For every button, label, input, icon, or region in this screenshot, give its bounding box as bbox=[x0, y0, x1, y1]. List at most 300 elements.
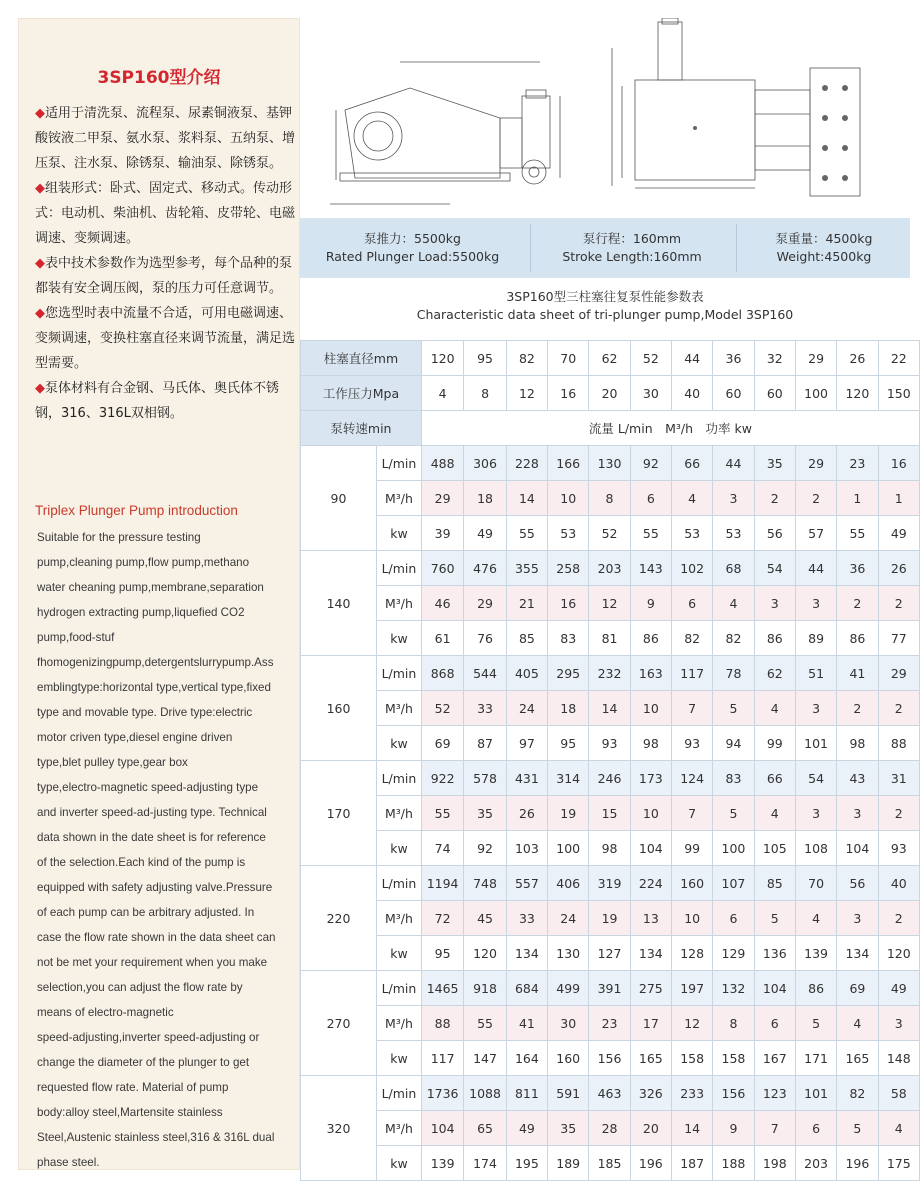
value-cell: 16 bbox=[878, 446, 919, 481]
unit-cell: M³/h bbox=[376, 1111, 421, 1146]
side-view-bearing bbox=[354, 112, 402, 160]
value-cell: 52 bbox=[421, 691, 463, 726]
value-cell: 922 bbox=[421, 761, 463, 796]
value-cell: 102 bbox=[672, 551, 713, 586]
value-cell: 41 bbox=[837, 656, 878, 691]
value-cell: 9 bbox=[713, 1111, 754, 1146]
value-cell: 10 bbox=[548, 481, 589, 516]
value-cell: 275 bbox=[630, 971, 671, 1006]
speed-cell: 90 bbox=[301, 446, 377, 551]
value-cell: 54 bbox=[754, 551, 795, 586]
value-cell: 748 bbox=[464, 866, 506, 901]
value-cell: 488 bbox=[421, 446, 463, 481]
value-cell: 1194 bbox=[421, 866, 463, 901]
value-cell: 85 bbox=[754, 866, 795, 901]
speed-cell: 170 bbox=[301, 761, 377, 866]
diamond-bullet-icon: ◆ bbox=[35, 181, 45, 196]
value-cell: 4 bbox=[754, 691, 795, 726]
value-cell: 130 bbox=[589, 446, 630, 481]
value-cell: 65 bbox=[464, 1111, 506, 1146]
value-cell: 29 bbox=[878, 656, 919, 691]
intro-en-line: means of electro-magnetic bbox=[37, 1006, 174, 1019]
intro-en-line: phase steel. bbox=[37, 1156, 100, 1169]
value-cell: 8 bbox=[713, 1006, 754, 1041]
speed-cell: 160 bbox=[301, 656, 377, 761]
unit-cell: M³/h bbox=[376, 586, 421, 621]
value-cell: 93 bbox=[589, 726, 630, 761]
value-cell: 40 bbox=[878, 866, 919, 901]
value-cell: 174 bbox=[464, 1146, 506, 1181]
table-row bbox=[301, 481, 920, 516]
speed-label: 泵转速min bbox=[301, 411, 422, 446]
value-cell: 28 bbox=[589, 1111, 630, 1146]
value-cell: 203 bbox=[589, 551, 630, 586]
intro-en-line: emblingtype:horizontal type,vertical type,fixed bbox=[37, 681, 271, 694]
intro-en-line: body:alloy steel,Martensite stainless bbox=[37, 1106, 223, 1119]
table-row bbox=[301, 831, 920, 866]
unit-cell: M³/h bbox=[376, 481, 421, 516]
value-cell: 88 bbox=[878, 726, 919, 761]
unit-cell: L/min bbox=[376, 1076, 421, 1111]
value-cell: 6 bbox=[795, 1111, 836, 1146]
table-row bbox=[301, 1006, 920, 1041]
value-cell: 120 bbox=[878, 936, 919, 971]
table-row bbox=[301, 971, 920, 1006]
value-cell: 45 bbox=[464, 901, 506, 936]
intro-en-line: case the flow rate shown in the data sheet can bbox=[37, 931, 276, 944]
units-header: 流量 L/min M³/h 功率 kw bbox=[421, 411, 919, 446]
value-cell: 391 bbox=[589, 971, 630, 1006]
value-cell: 94 bbox=[713, 726, 754, 761]
value-cell: 5 bbox=[795, 1006, 836, 1041]
value-cell: 2 bbox=[795, 481, 836, 516]
intro-en-line: Suitable for the pressure testing bbox=[37, 531, 201, 544]
value-cell: 148 bbox=[878, 1041, 919, 1076]
value-cell: 83 bbox=[713, 761, 754, 796]
table-row bbox=[301, 1041, 920, 1076]
value-cell: 7 bbox=[672, 796, 713, 831]
value-cell: 476 bbox=[464, 551, 506, 586]
value-cell: 6 bbox=[754, 1006, 795, 1041]
value-cell: 100 bbox=[548, 831, 589, 866]
value-cell: 8 bbox=[589, 481, 630, 516]
value-cell: 66 bbox=[754, 761, 795, 796]
value-cell: 5 bbox=[837, 1111, 878, 1146]
value-cell: 246 bbox=[589, 761, 630, 796]
performance-table bbox=[300, 340, 920, 1181]
diameter-cell: 82 bbox=[506, 341, 547, 376]
value-cell: 3 bbox=[795, 691, 836, 726]
value-cell: 58 bbox=[878, 1076, 919, 1111]
intro-en-line: selection,you can adjust the flow rate by bbox=[37, 981, 243, 994]
value-cell: 77 bbox=[878, 621, 919, 656]
value-cell: 98 bbox=[589, 831, 630, 866]
value-cell: 12 bbox=[589, 586, 630, 621]
value-cell: 56 bbox=[754, 516, 795, 551]
value-cell: 165 bbox=[837, 1041, 878, 1076]
value-cell: 163 bbox=[630, 656, 671, 691]
table-row bbox=[301, 516, 920, 551]
intro-en-line: and inverter speed-ad-justing type. Technical bbox=[37, 806, 267, 819]
intro-en-line: hydrogen extracting pump,liquefied CO2 bbox=[37, 606, 245, 619]
speed-cell: 320 bbox=[301, 1076, 377, 1181]
table-row bbox=[301, 726, 920, 761]
value-cell: 14 bbox=[589, 691, 630, 726]
value-cell: 147 bbox=[464, 1041, 506, 1076]
value-cell: 136 bbox=[754, 936, 795, 971]
value-cell: 175 bbox=[878, 1146, 919, 1181]
value-cell: 105 bbox=[754, 831, 795, 866]
value-cell: 127 bbox=[589, 936, 630, 971]
value-cell: 143 bbox=[630, 551, 671, 586]
value-cell: 36 bbox=[837, 551, 878, 586]
pressure-row bbox=[301, 376, 920, 411]
value-cell: 18 bbox=[548, 691, 589, 726]
value-cell: 35 bbox=[754, 446, 795, 481]
value-cell: 405 bbox=[506, 656, 547, 691]
value-cell: 13 bbox=[630, 901, 671, 936]
value-cell: 30 bbox=[548, 1006, 589, 1041]
table-row bbox=[301, 1111, 920, 1146]
value-cell: 2 bbox=[754, 481, 795, 516]
pressure-cell: 8 bbox=[464, 376, 506, 411]
value-cell: 19 bbox=[548, 796, 589, 831]
pressure-cell: 20 bbox=[589, 376, 630, 411]
value-cell: 82 bbox=[713, 621, 754, 656]
value-cell: 52 bbox=[589, 516, 630, 551]
value-cell: 5 bbox=[754, 901, 795, 936]
unit-cell: M³/h bbox=[376, 691, 421, 726]
value-cell: 314 bbox=[548, 761, 589, 796]
value-cell: 97 bbox=[506, 726, 547, 761]
value-cell: 228 bbox=[506, 446, 547, 481]
intro-en-line: pump,cleaning pump,flow pump,methano bbox=[37, 556, 250, 569]
value-cell: 224 bbox=[630, 866, 671, 901]
value-cell: 41 bbox=[506, 1006, 547, 1041]
unit-cell: L/min bbox=[376, 761, 421, 796]
intro-en-line: requested flow rate. Material of pump bbox=[37, 1081, 229, 1094]
value-cell: 233 bbox=[672, 1076, 713, 1111]
speed-cell: 140 bbox=[301, 551, 377, 656]
value-cell: 10 bbox=[630, 691, 671, 726]
pressure-cell: 4 bbox=[421, 376, 463, 411]
intro-en-text bbox=[37, 525, 301, 1175]
table-row bbox=[301, 901, 920, 936]
value-cell: 2 bbox=[878, 901, 919, 936]
intro-en-line: type,electro-magnetic speed-adjusting type bbox=[37, 781, 259, 794]
diameter-cell: 62 bbox=[589, 341, 630, 376]
value-cell: 88 bbox=[421, 1006, 463, 1041]
value-cell: 14 bbox=[672, 1111, 713, 1146]
value-cell: 197 bbox=[672, 971, 713, 1006]
value-cell: 104 bbox=[630, 831, 671, 866]
speed-cell: 220 bbox=[301, 866, 377, 971]
value-cell: 4 bbox=[713, 586, 754, 621]
intro-en-line: fhomogenizingpump,detergentslurrypump.Ass bbox=[37, 656, 274, 669]
value-cell: 196 bbox=[837, 1146, 878, 1181]
pressure-cell: 150 bbox=[878, 376, 919, 411]
value-cell: 61 bbox=[421, 621, 463, 656]
value-cell: 107 bbox=[713, 866, 754, 901]
diameter-cell: 44 bbox=[672, 341, 713, 376]
value-cell: 89 bbox=[795, 621, 836, 656]
value-cell: 2 bbox=[878, 691, 919, 726]
diameter-cell: 26 bbox=[837, 341, 878, 376]
unit-cell: kw bbox=[376, 726, 421, 761]
value-cell: 29 bbox=[464, 586, 506, 621]
value-cell: 188 bbox=[713, 1146, 754, 1181]
value-cell: 55 bbox=[421, 796, 463, 831]
value-cell: 12 bbox=[672, 1006, 713, 1041]
value-cell: 15 bbox=[589, 796, 630, 831]
units-header-row bbox=[301, 411, 920, 446]
value-cell: 26 bbox=[506, 796, 547, 831]
intro-cn-paragraph: ◆泵体材料有合金钢、马氏体、奥氏体不锈钢，316、316L双相钢。 bbox=[35, 381, 280, 421]
value-cell: 55 bbox=[630, 516, 671, 551]
value-cell: 6 bbox=[630, 481, 671, 516]
side-view-housing bbox=[345, 88, 500, 178]
spec-weight: 泵重量：4500kg Weight:4500kg bbox=[775, 231, 873, 264]
value-cell: 10 bbox=[672, 901, 713, 936]
diamond-bullet-icon: ◆ bbox=[35, 381, 45, 396]
intro-en-line: data shown in the date sheet is for reference bbox=[37, 831, 266, 844]
value-cell: 99 bbox=[672, 831, 713, 866]
value-cell: 7 bbox=[754, 1111, 795, 1146]
value-cell: 3 bbox=[837, 796, 878, 831]
unit-cell: kw bbox=[376, 1041, 421, 1076]
value-cell: 123 bbox=[754, 1076, 795, 1111]
value-cell: 86 bbox=[837, 621, 878, 656]
value-cell: 117 bbox=[672, 656, 713, 691]
spec-plunger-load: 泵推力：5500kg Rated Plunger Load:5500kg bbox=[325, 231, 500, 264]
value-cell: 2 bbox=[837, 586, 878, 621]
value-cell: 18 bbox=[464, 481, 506, 516]
value-cell: 69 bbox=[837, 971, 878, 1006]
value-cell: 23 bbox=[837, 446, 878, 481]
value-cell: 544 bbox=[464, 656, 506, 691]
value-cell: 189 bbox=[548, 1146, 589, 1181]
value-cell: 4 bbox=[837, 1006, 878, 1041]
unit-cell: M³/h bbox=[376, 796, 421, 831]
value-cell: 10 bbox=[630, 796, 671, 831]
value-cell: 99 bbox=[754, 726, 795, 761]
intro-en-line: speed-adjusting,inverter speed-adjusting or bbox=[37, 1031, 260, 1044]
speed-cell: 270 bbox=[301, 971, 377, 1076]
intro-en-line: not be met your requirement when you make bbox=[37, 956, 268, 969]
value-cell: 21 bbox=[506, 586, 547, 621]
intro-en-line: change the diameter of the plunger to get bbox=[37, 1056, 250, 1069]
diamond-bullet-icon: ◆ bbox=[35, 106, 45, 121]
value-cell: 14 bbox=[506, 481, 547, 516]
diameter-cell: 29 bbox=[795, 341, 836, 376]
diameter-label: 柱塞直径mm bbox=[301, 341, 422, 376]
value-cell: 85 bbox=[506, 621, 547, 656]
value-cell: 78 bbox=[713, 656, 754, 691]
value-cell: 1 bbox=[878, 481, 919, 516]
value-cell: 57 bbox=[795, 516, 836, 551]
value-cell: 3 bbox=[837, 901, 878, 936]
value-cell: 33 bbox=[464, 691, 506, 726]
value-cell: 4 bbox=[878, 1111, 919, 1146]
value-cell: 166 bbox=[548, 446, 589, 481]
value-cell: 72 bbox=[421, 901, 463, 936]
value-cell: 49 bbox=[506, 1111, 547, 1146]
table-row bbox=[301, 761, 920, 796]
intro-en-line: motor criven type,diesel engine driven bbox=[37, 731, 233, 744]
value-cell: 406 bbox=[548, 866, 589, 901]
value-cell: 3 bbox=[754, 586, 795, 621]
value-cell: 53 bbox=[713, 516, 754, 551]
value-cell: 98 bbox=[630, 726, 671, 761]
value-cell: 6 bbox=[672, 586, 713, 621]
value-cell: 51 bbox=[795, 656, 836, 691]
value-cell: 134 bbox=[837, 936, 878, 971]
value-cell: 17 bbox=[630, 1006, 671, 1041]
diamond-bullet-icon: ◆ bbox=[35, 306, 45, 321]
value-cell: 5 bbox=[713, 691, 754, 726]
value-cell: 86 bbox=[630, 621, 671, 656]
value-cell: 463 bbox=[589, 1076, 630, 1111]
unit-cell: L/min bbox=[376, 551, 421, 586]
value-cell: 2 bbox=[837, 691, 878, 726]
side-view-base bbox=[340, 173, 510, 181]
value-cell: 2 bbox=[878, 796, 919, 831]
value-cell: 156 bbox=[713, 1076, 754, 1111]
value-cell: 82 bbox=[837, 1076, 878, 1111]
value-cell: 70 bbox=[795, 866, 836, 901]
value-cell: 319 bbox=[589, 866, 630, 901]
value-cell: 93 bbox=[672, 726, 713, 761]
side-view-cylinder bbox=[522, 96, 550, 168]
value-cell: 49 bbox=[878, 516, 919, 551]
value-cell: 120 bbox=[464, 936, 506, 971]
value-cell: 195 bbox=[506, 1146, 547, 1181]
value-cell: 185 bbox=[589, 1146, 630, 1181]
unit-cell: M³/h bbox=[376, 1006, 421, 1041]
unit-cell: kw bbox=[376, 621, 421, 656]
value-cell: 187 bbox=[672, 1146, 713, 1181]
value-cell: 104 bbox=[837, 831, 878, 866]
value-cell: 158 bbox=[672, 1041, 713, 1076]
value-cell: 499 bbox=[548, 971, 589, 1006]
intro-en-line: Steel,Austenic stainless steel,316 & 316L dual bbox=[37, 1131, 275, 1144]
value-cell: 103 bbox=[506, 831, 547, 866]
value-cell: 20 bbox=[630, 1111, 671, 1146]
value-cell: 158 bbox=[713, 1041, 754, 1076]
value-cell: 7 bbox=[672, 691, 713, 726]
value-cell: 29 bbox=[795, 446, 836, 481]
intro-en-line: type,blet pulley type,gear box bbox=[37, 756, 188, 769]
value-cell: 578 bbox=[464, 761, 506, 796]
value-cell: 101 bbox=[795, 726, 836, 761]
value-cell: 24 bbox=[506, 691, 547, 726]
pressure-cell: 12 bbox=[506, 376, 547, 411]
value-cell: 86 bbox=[754, 621, 795, 656]
table-row bbox=[301, 691, 920, 726]
value-cell: 69 bbox=[421, 726, 463, 761]
diameter-cell: 52 bbox=[630, 341, 671, 376]
pump-technical-drawing bbox=[300, 18, 910, 218]
value-cell: 35 bbox=[464, 796, 506, 831]
value-cell: 167 bbox=[754, 1041, 795, 1076]
value-cell: 160 bbox=[672, 866, 713, 901]
value-cell: 68 bbox=[713, 551, 754, 586]
value-cell: 55 bbox=[464, 1006, 506, 1041]
unit-cell: M³/h bbox=[376, 901, 421, 936]
value-cell: 31 bbox=[878, 761, 919, 796]
value-cell: 9 bbox=[630, 586, 671, 621]
value-cell: 24 bbox=[548, 901, 589, 936]
unit-cell: kw bbox=[376, 1146, 421, 1181]
value-cell: 164 bbox=[506, 1041, 547, 1076]
unit-cell: L/min bbox=[376, 446, 421, 481]
value-cell: 55 bbox=[506, 516, 547, 551]
intro-cn-paragraph: ◆表中技术参数作为选型参考，每个品种的泵都装有安全调压阀，泵的压力可任意调节。 bbox=[35, 256, 293, 296]
value-cell: 16 bbox=[548, 586, 589, 621]
value-cell: 156 bbox=[589, 1041, 630, 1076]
value-cell: 23 bbox=[589, 1006, 630, 1041]
value-cell: 1736 bbox=[421, 1076, 463, 1111]
table-row bbox=[301, 1146, 920, 1181]
intro-cn-text bbox=[35, 101, 297, 426]
value-cell: 139 bbox=[795, 936, 836, 971]
value-cell: 326 bbox=[630, 1076, 671, 1111]
value-cell: 44 bbox=[713, 446, 754, 481]
value-cell: 104 bbox=[421, 1111, 463, 1146]
value-cell: 128 bbox=[672, 936, 713, 971]
value-cell: 918 bbox=[464, 971, 506, 1006]
value-cell: 132 bbox=[713, 971, 754, 1006]
value-cell: 306 bbox=[464, 446, 506, 481]
unit-cell: L/min bbox=[376, 866, 421, 901]
diameter-cell: 22 bbox=[878, 341, 919, 376]
value-cell: 95 bbox=[548, 726, 589, 761]
value-cell: 1 bbox=[837, 481, 878, 516]
diamond-bullet-icon: ◆ bbox=[35, 256, 45, 271]
pressure-cell: 120 bbox=[837, 376, 878, 411]
value-cell: 56 bbox=[837, 866, 878, 901]
value-cell: 53 bbox=[548, 516, 589, 551]
value-cell: 134 bbox=[506, 936, 547, 971]
pressure-cell: 30 bbox=[630, 376, 671, 411]
intro-en-line: of the selection.Each kind of the pump is bbox=[37, 856, 246, 869]
value-cell: 198 bbox=[754, 1146, 795, 1181]
intro-en-line: of each pump can be arbitrary adjusted. In bbox=[37, 906, 255, 919]
side-view-flange bbox=[522, 160, 546, 184]
value-cell: 811 bbox=[506, 1076, 547, 1111]
table-row bbox=[301, 586, 920, 621]
value-cell: 53 bbox=[672, 516, 713, 551]
value-cell: 26 bbox=[878, 551, 919, 586]
diameter-cell: 36 bbox=[713, 341, 754, 376]
value-cell: 4 bbox=[795, 901, 836, 936]
value-cell: 160 bbox=[548, 1041, 589, 1076]
diameter-cell: 95 bbox=[464, 341, 506, 376]
value-cell: 93 bbox=[878, 831, 919, 866]
value-cell: 203 bbox=[795, 1146, 836, 1181]
value-cell: 232 bbox=[589, 656, 630, 691]
value-cell: 165 bbox=[630, 1041, 671, 1076]
value-cell: 171 bbox=[795, 1041, 836, 1076]
value-cell: 82 bbox=[672, 621, 713, 656]
pressure-cell: 40 bbox=[672, 376, 713, 411]
pressure-cell: 60 bbox=[713, 376, 754, 411]
value-cell: 98 bbox=[837, 726, 878, 761]
value-cell: 86 bbox=[795, 971, 836, 1006]
intro-panel bbox=[18, 18, 300, 1170]
value-cell: 49 bbox=[464, 516, 506, 551]
value-cell: 760 bbox=[421, 551, 463, 586]
